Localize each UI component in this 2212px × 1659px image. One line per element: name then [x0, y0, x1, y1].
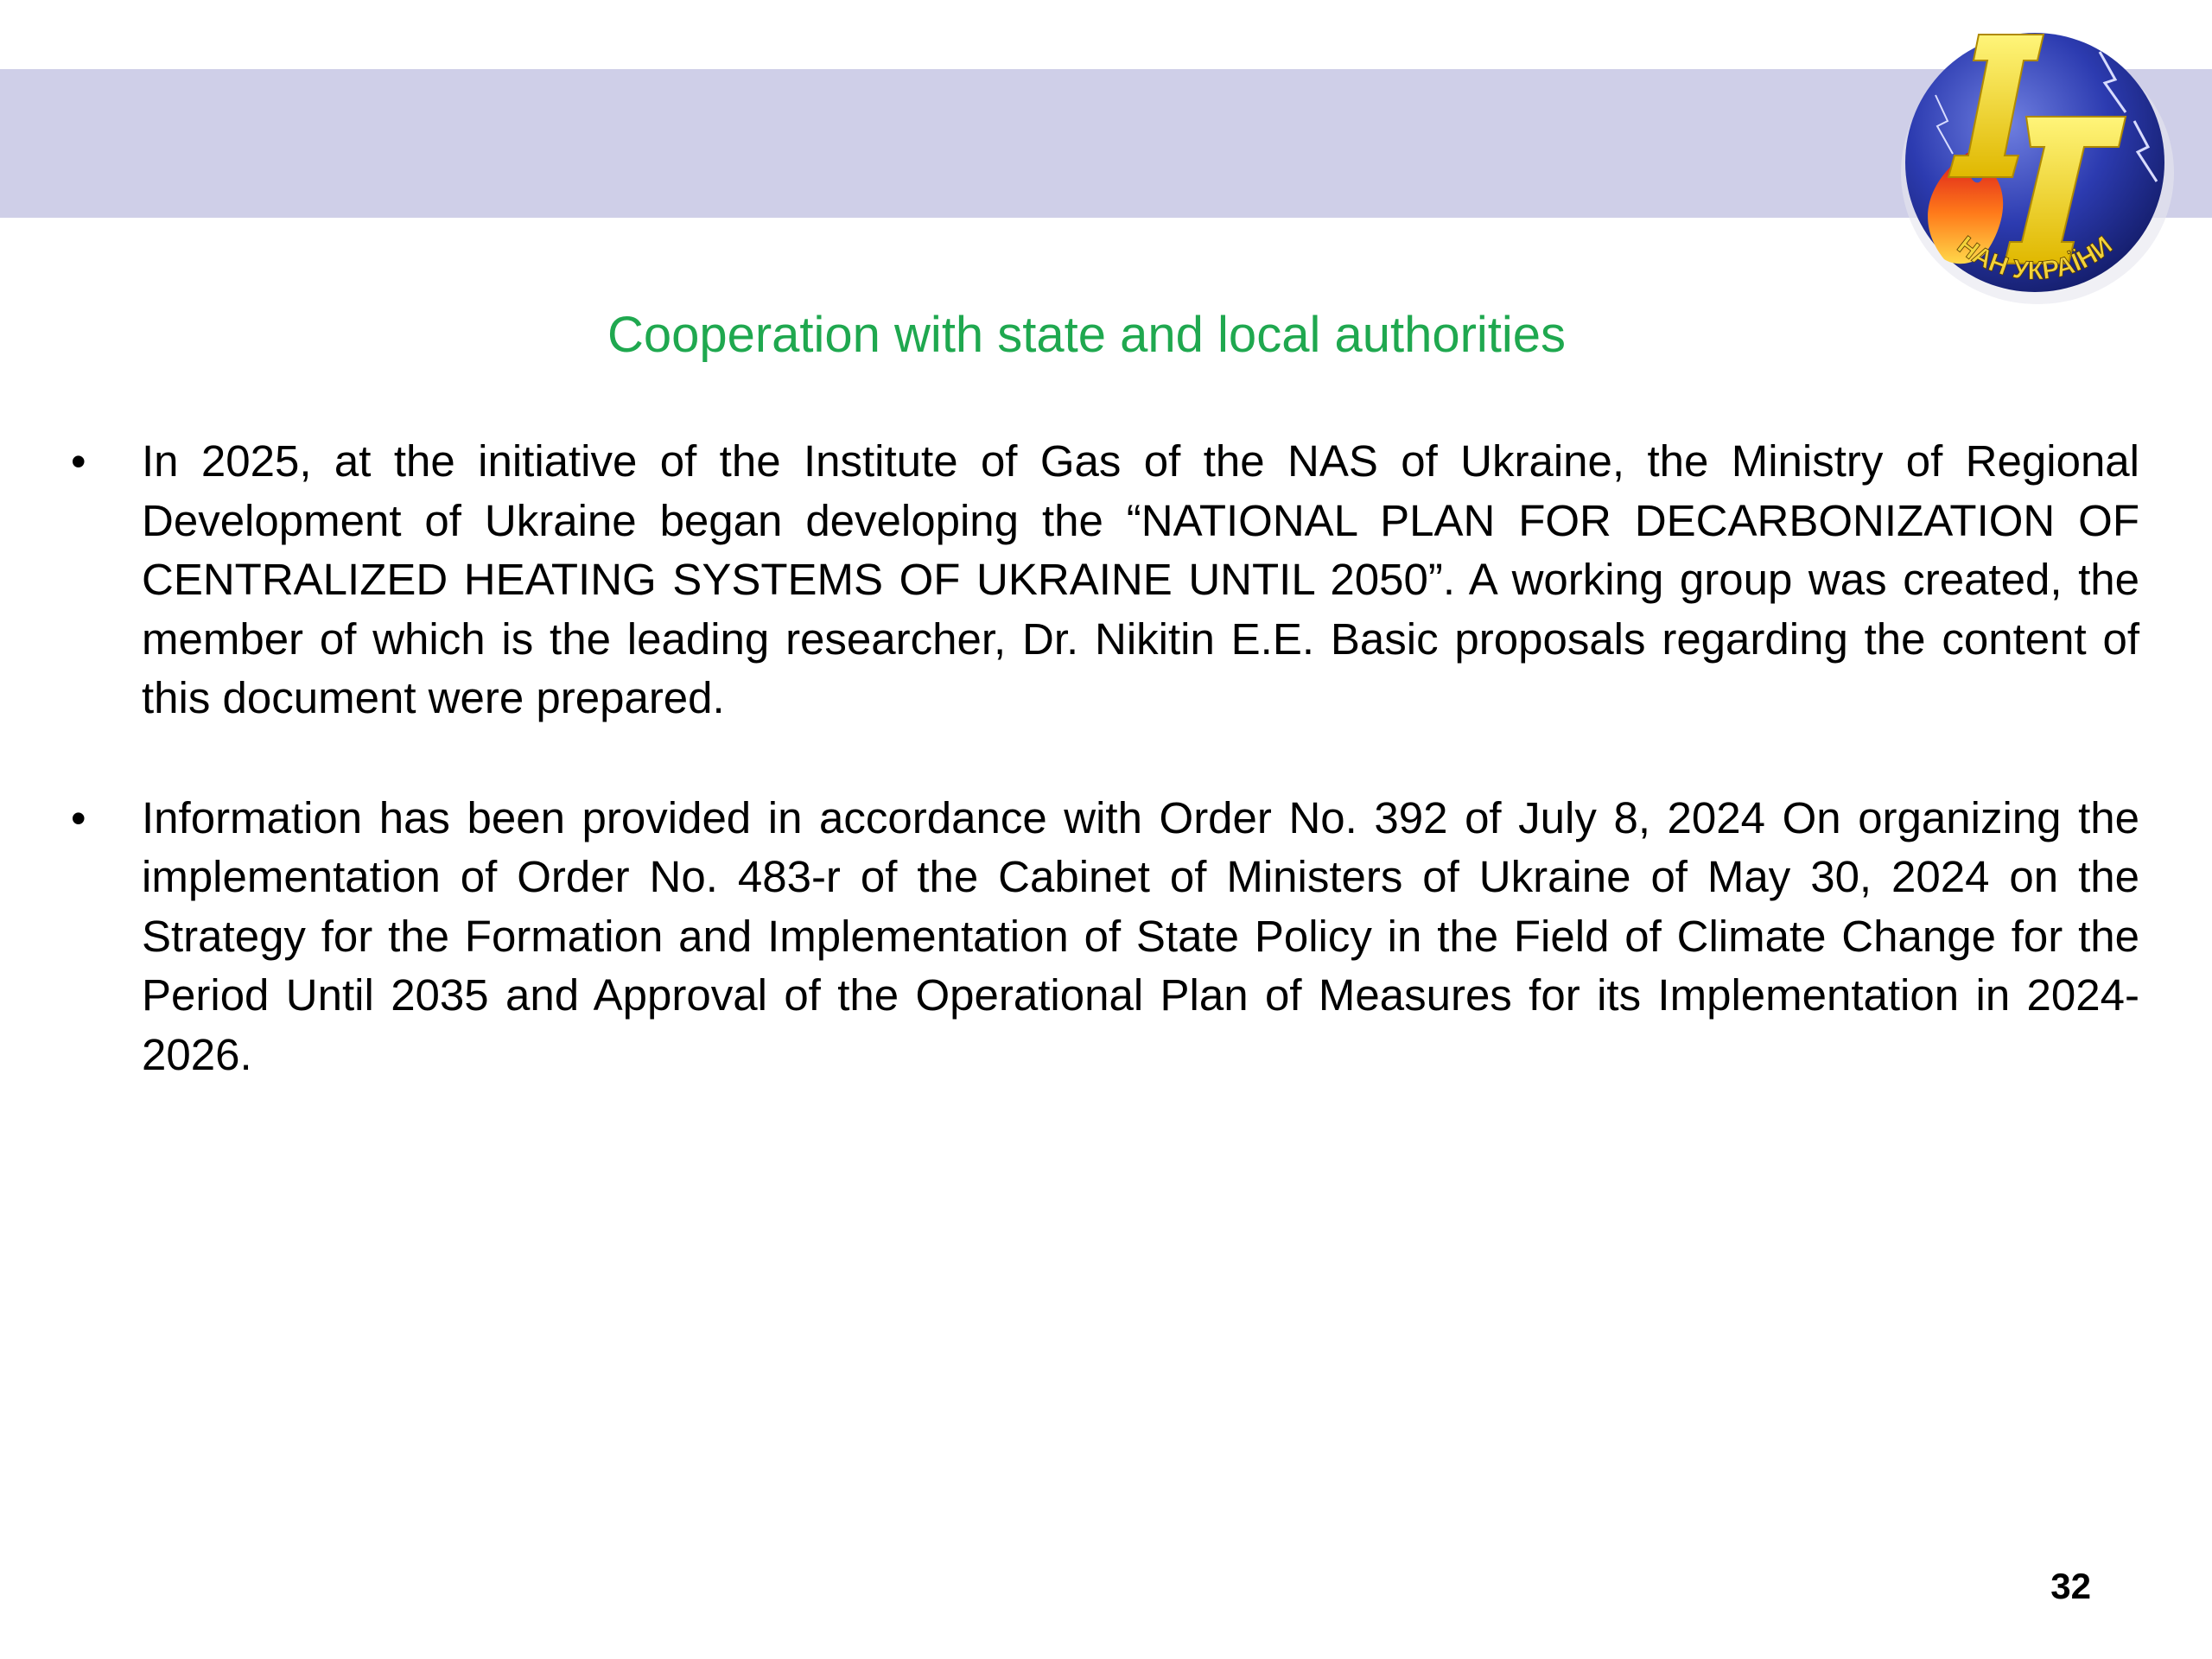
bullet-dot: • [71, 437, 86, 486]
slide-title: Cooperation with state and local authorities [607, 307, 1567, 363]
bullet-text: Information has been provided in accordance with Order No. 392 of July 8, 2024 On organizing the implementation of Order No. 483-r of the Cabinet of Ministers of Ukraine of May 30, 2024 on the Strategy for the Formation and Implementation of State Policy in the Field of Climate Change for the Period Until 2035 and Approval of the Operational Plan of Measures for its Implementation in 2024-2026. [142, 792, 2139, 1079]
institute-logo [1840, 0, 2212, 311]
logo-ring-text: НАН УКРАЇНИ [1951, 231, 2119, 286]
page-number: 32 [2050, 1566, 2091, 1606]
bullet-dot: • [71, 793, 86, 842]
bullet-list [0, 432, 2212, 1145]
list-item [0, 432, 2212, 728]
list-item [0, 789, 2212, 1085]
bullet-text: In 2025, at the initiative of the Institute of Gas of the NAS of Ukraine, the Ministry of Regional Development of Ukraine began developing the “NATIONAL PLAN FOR DECARBONIZATION OF CENTRALIZED HEATING SYSTEMS OF UKRAINE UNTIL 2050”. A working group was created, the member of which is the leading researcher, Dr. Nikitin E.E. Basic proposals regarding the content of this document were prepared. [142, 436, 2139, 722]
